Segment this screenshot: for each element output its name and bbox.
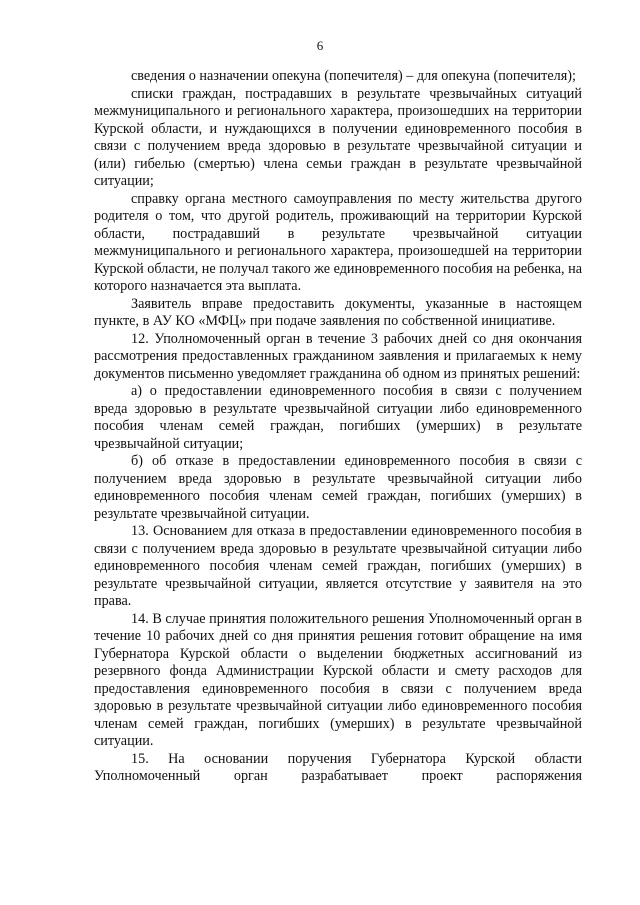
paragraph-victims-lists: списки граждан, пострадавших в результате чрезвычайных ситуаций межмуниципального и регионального характера, произошедших на территории Курской области, и нуждающихся в получении единовременного пособия в связи с получением вреда здоровью в результате чрезвычайной ситуации и (или) гибелью (смертью) члена семьи граждан в результате чрезвычайной ситуации;: [94, 85, 582, 189]
paragraph-clause-12-b: б) об отказе в предоставлении единовременного пособия в связи с получением вреда здоровью в результате чрезвычайной ситуации либо единовременного пособия членам семей граждан, погибших (умерших) в результате чрезвычайной ситуации.: [94, 453, 582, 522]
paragraph-clause-13: 13. Основанием для отказа в предоставлении единовременного пособия в связи с получением вреда здоровью в результате чрезвычайной ситуации либо единовременного пособия членам семей граждан, погибших (умерших) в результате чрезвычайной ситуации, является отсутствие у заявителя на это права.: [94, 523, 582, 609]
paragraph-applicant-right: Заявитель вправе предоставить документы, указанные в настоящем пункте, в АУ КО «МФЦ» при подаче заявления по собственной инициативе.: [94, 295, 582, 329]
paragraph-clause-14: 14. В случае принятия положительного решения Уполномоченный орган в течение 10 рабочих дней со дня принятия решения готовит обращение на имя Губернатора Курской области о выделении бюджетных ассигнований из резервного фонда Администрации Курской области и смету расходов для предоставления единовременного пособия в связи с получением вреда здоровью в результате чрезвычайной ситуации либо единовременного пособия членам семей граждан, погибших (умерших) в результате чрезвычайной ситуации.: [94, 610, 582, 749]
paragraph-clause-12-a: а) о предоставлении единовременного пособия в связи с получением вреда здоровью в результате чрезвычайной ситуации либо единовременного пособия членам семей граждан, погибших (умерших) в результате чрезвычайной ситуации;: [94, 383, 582, 452]
document-body: [94, 68, 582, 786]
paragraph-clause-15: 15. На основании поручения Губернатора Курской области Уполномоченный орган разрабатывает проект распоряжения: [94, 750, 582, 784]
paragraph-clause-12: 12. Уполномоченный орган в течение 3 рабочих дней со дня окончания рассмотрения предоставленных гражданином заявления и прилагаемых к нему документов письменно уведомляет гражданина об одном из принятых решений:: [94, 330, 582, 382]
page-number: 6: [316, 38, 324, 53]
paragraph-guardian-info: сведения о назначении опекуна (попечителя) – для опекуна (попечителя);: [131, 68, 576, 84]
paragraph-local-authority-certificate: справку органа местного самоуправления по месту жительства другого родителя о том, что другой родитель, проживающий на территории Курской области, пострадавший в результате чрезвычайной ситуации межмуниципального и регионального характера, произошедшей на территории Курской области, не получал такого же единовременного пособия на ребенка, на которого назначается эта выплата.: [94, 190, 582, 294]
